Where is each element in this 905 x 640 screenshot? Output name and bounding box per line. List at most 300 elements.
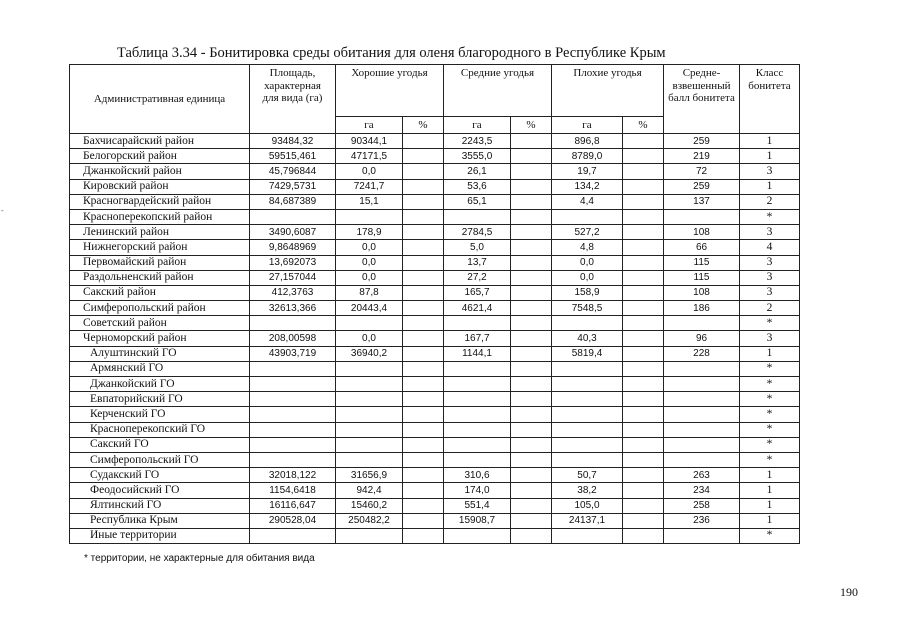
weighted-score-cell: 259: [664, 134, 740, 149]
area-cell: 59515,461: [250, 149, 336, 164]
good-ha-cell: [336, 437, 403, 452]
medium-ha-cell: [444, 209, 511, 224]
bonitet-class-cell: *: [740, 528, 800, 543]
bonitet-class-cell: *: [740, 377, 800, 392]
medium-ha-cell: 26,1: [444, 164, 511, 179]
table-row: [70, 285, 800, 300]
table-header: [70, 65, 800, 134]
medium-pct-cell: [511, 255, 552, 270]
table-row: [70, 270, 800, 285]
good-ha-cell: [336, 209, 403, 224]
table-row: [70, 437, 800, 452]
good-pct-cell: [403, 316, 444, 331]
medium-ha-cell: [444, 377, 511, 392]
table-row: [70, 179, 800, 194]
medium-pct-cell: [511, 179, 552, 194]
table-row: [70, 240, 800, 255]
good-ha-cell: [336, 528, 403, 543]
good-ha-cell: 15460,2: [336, 498, 403, 513]
table-row: [70, 498, 800, 513]
area-cell: [250, 437, 336, 452]
header-medium-land: [444, 65, 552, 117]
area-cell: 16116,647: [250, 498, 336, 513]
good-pct-cell: [403, 285, 444, 300]
medium-pct-cell: [511, 377, 552, 392]
good-ha-cell: 178,9: [336, 225, 403, 240]
weighted-score-cell: 115: [664, 270, 740, 285]
admin-unit-cell: Нижнегорский район: [70, 240, 250, 255]
good-ha-cell: 0,0: [336, 164, 403, 179]
bonitet-class-cell: 3: [740, 164, 800, 179]
header-weighted-score-label: Средне-взвешенный балл бонитета: [668, 67, 735, 104]
weighted-score-cell: [664, 377, 740, 392]
subheader-good-ha: га: [336, 117, 403, 134]
admin-unit-cell: Красноперекопский район: [70, 209, 250, 224]
good-pct-cell: [403, 301, 444, 316]
admin-unit-cell: Феодосийский ГО: [70, 483, 250, 498]
bonitet-class-cell: 3: [740, 255, 800, 270]
header-good-land-label: Хорошие угодья: [351, 67, 428, 79]
poor-pct-cell: [623, 377, 664, 392]
good-pct-cell: [403, 149, 444, 164]
area-cell: 43903,719: [250, 346, 336, 361]
subheader-poor-ha: га: [552, 117, 623, 134]
weighted-score-cell: 259: [664, 179, 740, 194]
good-pct-cell: [403, 483, 444, 498]
good-pct-cell: [403, 407, 444, 422]
poor-pct-cell: [623, 483, 664, 498]
weighted-score-cell: 258: [664, 498, 740, 513]
poor-ha-cell: [552, 528, 623, 543]
medium-pct-cell: [511, 164, 552, 179]
poor-pct-cell: [623, 270, 664, 285]
habitat-bonitet-table: [69, 64, 800, 544]
medium-pct-cell: [511, 209, 552, 224]
admin-unit-cell: Ялтинский ГО: [70, 498, 250, 513]
header-poor-land: [552, 65, 664, 117]
poor-ha-cell: 0,0: [552, 255, 623, 270]
area-cell: [250, 422, 336, 437]
admin-unit-cell: Советский район: [70, 316, 250, 331]
admin-unit-cell: Джанкойский район: [70, 164, 250, 179]
subheader-good-pct: %: [403, 117, 444, 134]
good-ha-cell: 0,0: [336, 270, 403, 285]
good-pct-cell: [403, 468, 444, 483]
good-pct-cell: [403, 361, 444, 376]
poor-ha-cell: 8789,0: [552, 149, 623, 164]
medium-pct-cell: [511, 301, 552, 316]
good-ha-cell: [336, 452, 403, 467]
area-cell: 9,8648969: [250, 240, 336, 255]
medium-ha-cell: [444, 316, 511, 331]
table-body: [70, 134, 800, 544]
good-ha-cell: [336, 422, 403, 437]
medium-pct-cell: [511, 270, 552, 285]
good-pct-cell: [403, 164, 444, 179]
poor-pct-cell: [623, 513, 664, 528]
poor-pct-cell: [623, 392, 664, 407]
medium-pct-cell: [511, 134, 552, 149]
bonitet-class-cell: 1: [740, 483, 800, 498]
medium-ha-cell: 167,7: [444, 331, 511, 346]
poor-ha-cell: 527,2: [552, 225, 623, 240]
weighted-score-cell: [664, 361, 740, 376]
table-row: [70, 194, 800, 209]
area-cell: [250, 392, 336, 407]
table-row: [70, 346, 800, 361]
weighted-score-cell: 236: [664, 513, 740, 528]
header-poor-land-label: Плохие угодья: [573, 67, 642, 79]
medium-ha-cell: 27,2: [444, 270, 511, 285]
table-row: [70, 301, 800, 316]
admin-unit-cell: Судакский ГО: [70, 468, 250, 483]
admin-unit-cell: Керченский ГО: [70, 407, 250, 422]
poor-ha-cell: 19,7: [552, 164, 623, 179]
good-ha-cell: 90344,1: [336, 134, 403, 149]
bonitet-class-cell: *: [740, 361, 800, 376]
bonitet-class-cell: *: [740, 316, 800, 331]
medium-ha-cell: 13,7: [444, 255, 511, 270]
scan-mark-left: -: [1, 206, 4, 215]
poor-pct-cell: [623, 164, 664, 179]
bonitet-class-cell: 1: [740, 346, 800, 361]
area-cell: 13,692073: [250, 255, 336, 270]
subheader-medium-ha: га: [444, 117, 511, 134]
admin-unit-cell: Симферопольский ГО: [70, 452, 250, 467]
poor-ha-cell: 50,7: [552, 468, 623, 483]
area-cell: [250, 209, 336, 224]
good-pct-cell: [403, 255, 444, 270]
admin-unit-cell: Сакский ГО: [70, 437, 250, 452]
poor-ha-cell: 0,0: [552, 270, 623, 285]
table-row: [70, 377, 800, 392]
good-pct-cell: [403, 179, 444, 194]
medium-pct-cell: [511, 225, 552, 240]
admin-unit-cell: Симферопольский район: [70, 301, 250, 316]
bonitet-class-cell: 3: [740, 270, 800, 285]
good-ha-cell: 942,4: [336, 483, 403, 498]
table-row: [70, 513, 800, 528]
footnote: * территории, не характерные для обитания вида: [84, 553, 315, 564]
medium-ha-cell: 2784,5: [444, 225, 511, 240]
medium-ha-cell: 53,6: [444, 179, 511, 194]
poor-pct-cell: [623, 149, 664, 164]
medium-ha-cell: [444, 437, 511, 452]
bonitet-class-cell: *: [740, 392, 800, 407]
medium-ha-cell: 310,6: [444, 468, 511, 483]
area-cell: 32613,366: [250, 301, 336, 316]
poor-pct-cell: [623, 468, 664, 483]
admin-unit-cell: Армянский ГО: [70, 361, 250, 376]
good-ha-cell: 0,0: [336, 240, 403, 255]
admin-unit-cell: Кировский район: [70, 179, 250, 194]
weighted-score-cell: 108: [664, 285, 740, 300]
bonitet-class-cell: 1: [740, 468, 800, 483]
scan-mark-top: [309, 0, 310, 3]
medium-pct-cell: [511, 240, 552, 255]
admin-unit-cell: Белогорский район: [70, 149, 250, 164]
poor-ha-cell: [552, 361, 623, 376]
bonitet-class-cell: 2: [740, 301, 800, 316]
medium-ha-cell: 65,1: [444, 194, 511, 209]
medium-pct-cell: [511, 361, 552, 376]
table-row: [70, 483, 800, 498]
good-ha-cell: 0,0: [336, 331, 403, 346]
medium-pct-cell: [511, 528, 552, 543]
poor-pct-cell: [623, 331, 664, 346]
table-row: [70, 225, 800, 240]
header-admin-unit: [70, 65, 250, 134]
header-area: [250, 65, 336, 134]
table-row: [70, 316, 800, 331]
good-pct-cell: [403, 225, 444, 240]
good-pct-cell: [403, 498, 444, 513]
poor-ha-cell: [552, 422, 623, 437]
bonitet-class-cell: 1: [740, 179, 800, 194]
good-pct-cell: [403, 331, 444, 346]
poor-ha-cell: 24137,1: [552, 513, 623, 528]
subheader-poor-pct: %: [623, 117, 664, 134]
good-ha-cell: [336, 377, 403, 392]
good-ha-cell: 15,1: [336, 194, 403, 209]
weighted-score-cell: 72: [664, 164, 740, 179]
table-row: [70, 361, 800, 376]
medium-pct-cell: [511, 346, 552, 361]
area-cell: 84,687389: [250, 194, 336, 209]
weighted-score-cell: [664, 392, 740, 407]
poor-pct-cell: [623, 452, 664, 467]
header-bonitet-class: [740, 65, 800, 134]
area-cell: 3490,6087: [250, 225, 336, 240]
weighted-score-cell: 186: [664, 301, 740, 316]
medium-pct-cell: [511, 194, 552, 209]
bonitet-class-cell: 1: [740, 498, 800, 513]
poor-pct-cell: [623, 194, 664, 209]
weighted-score-cell: [664, 422, 740, 437]
area-cell: 290528,04: [250, 513, 336, 528]
good-pct-cell: [403, 209, 444, 224]
medium-ha-cell: [444, 407, 511, 422]
poor-pct-cell: [623, 361, 664, 376]
bonitet-class-cell: 4: [740, 240, 800, 255]
weighted-score-cell: 219: [664, 149, 740, 164]
area-cell: [250, 407, 336, 422]
poor-ha-cell: 4,8: [552, 240, 623, 255]
good-ha-cell: 47171,5: [336, 149, 403, 164]
medium-pct-cell: [511, 407, 552, 422]
good-pct-cell: [403, 528, 444, 543]
area-cell: 27,157044: [250, 270, 336, 285]
admin-unit-cell: Бахчисарайский район: [70, 134, 250, 149]
good-pct-cell: [403, 513, 444, 528]
medium-pct-cell: [511, 513, 552, 528]
poor-ha-cell: 896,8: [552, 134, 623, 149]
bonitet-class-cell: *: [740, 437, 800, 452]
poor-pct-cell: [623, 285, 664, 300]
good-pct-cell: [403, 346, 444, 361]
poor-pct-cell: [623, 209, 664, 224]
good-ha-cell: [336, 316, 403, 331]
header-admin-unit-label: Административная единица: [93, 92, 226, 105]
area-cell: 412,3763: [250, 285, 336, 300]
weighted-score-cell: [664, 452, 740, 467]
admin-unit-cell: Ленинский район: [70, 225, 250, 240]
area-cell: [250, 528, 336, 543]
admin-unit-cell: Красногвардейский район: [70, 194, 250, 209]
medium-pct-cell: [511, 285, 552, 300]
weighted-score-cell: [664, 209, 740, 224]
medium-pct-cell: [511, 392, 552, 407]
table-row: [70, 255, 800, 270]
poor-ha-cell: 5819,4: [552, 346, 623, 361]
weighted-score-cell: 228: [664, 346, 740, 361]
medium-ha-cell: [444, 528, 511, 543]
medium-ha-cell: 1144,1: [444, 346, 511, 361]
admin-unit-cell: Евпаторийский ГО: [70, 392, 250, 407]
admin-unit-cell: Черноморский район: [70, 331, 250, 346]
header-good-land: [336, 65, 444, 117]
area-cell: 32018,122: [250, 468, 336, 483]
bonitet-class-cell: *: [740, 422, 800, 437]
weighted-score-cell: 115: [664, 255, 740, 270]
poor-pct-cell: [623, 437, 664, 452]
table-title: Таблица 3.34 - Бонитировка среды обитания для оленя благородного в Республике Крым: [117, 45, 666, 61]
table-row: [70, 164, 800, 179]
poor-ha-cell: 4,4: [552, 194, 623, 209]
poor-pct-cell: [623, 255, 664, 270]
weighted-score-cell: 108: [664, 225, 740, 240]
weighted-score-cell: [664, 316, 740, 331]
table-row: [70, 209, 800, 224]
poor-pct-cell: [623, 346, 664, 361]
header-medium-land-label: Средние угодья: [460, 67, 535, 79]
good-pct-cell: [403, 270, 444, 285]
bonitet-class-cell: 1: [740, 149, 800, 164]
good-ha-cell: 87,8: [336, 285, 403, 300]
table-row: [70, 331, 800, 346]
medium-pct-cell: [511, 483, 552, 498]
good-pct-cell: [403, 452, 444, 467]
poor-pct-cell: [623, 498, 664, 513]
good-pct-cell: [403, 134, 444, 149]
medium-ha-cell: 165,7: [444, 285, 511, 300]
area-cell: 7429,5731: [250, 179, 336, 194]
medium-pct-cell: [511, 422, 552, 437]
poor-ha-cell: 40,3: [552, 331, 623, 346]
poor-ha-cell: [552, 437, 623, 452]
bonitet-class-cell: 1: [740, 513, 800, 528]
good-pct-cell: [403, 194, 444, 209]
good-ha-cell: 36940,2: [336, 346, 403, 361]
medium-pct-cell: [511, 468, 552, 483]
poor-pct-cell: [623, 407, 664, 422]
poor-ha-cell: [552, 316, 623, 331]
weighted-score-cell: 234: [664, 483, 740, 498]
medium-ha-cell: 5,0: [444, 240, 511, 255]
area-cell: 208,00598: [250, 331, 336, 346]
header-bonitet-class-label: Класс бонитета: [748, 67, 791, 92]
weighted-score-cell: 137: [664, 194, 740, 209]
medium-ha-cell: [444, 452, 511, 467]
medium-ha-cell: 3555,0: [444, 149, 511, 164]
area-cell: [250, 361, 336, 376]
poor-ha-cell: [552, 452, 623, 467]
medium-ha-cell: 551,4: [444, 498, 511, 513]
poor-pct-cell: [623, 179, 664, 194]
good-pct-cell: [403, 240, 444, 255]
bonitet-class-cell: *: [740, 209, 800, 224]
good-ha-cell: [336, 361, 403, 376]
area-cell: 1154,6418: [250, 483, 336, 498]
bonitet-class-cell: *: [740, 452, 800, 467]
medium-pct-cell: [511, 316, 552, 331]
good-ha-cell: 7241,7: [336, 179, 403, 194]
weighted-score-cell: [664, 407, 740, 422]
poor-ha-cell: 7548,5: [552, 301, 623, 316]
area-cell: 93484,32: [250, 134, 336, 149]
medium-pct-cell: [511, 149, 552, 164]
good-ha-cell: 250482,2: [336, 513, 403, 528]
admin-unit-cell: Раздольненский район: [70, 270, 250, 285]
medium-pct-cell: [511, 331, 552, 346]
table-row: [70, 452, 800, 467]
good-ha-cell: 31656,9: [336, 468, 403, 483]
weighted-score-cell: 263: [664, 468, 740, 483]
medium-ha-cell: 4621,4: [444, 301, 511, 316]
table-row: [70, 134, 800, 149]
good-pct-cell: [403, 437, 444, 452]
poor-pct-cell: [623, 134, 664, 149]
area-cell: [250, 452, 336, 467]
table-row: [70, 407, 800, 422]
weighted-score-cell: [664, 437, 740, 452]
poor-pct-cell: [623, 422, 664, 437]
subheader-medium-pct: %: [511, 117, 552, 134]
area-cell: [250, 316, 336, 331]
good-pct-cell: [403, 422, 444, 437]
admin-unit-cell: Алуштинский ГО: [70, 346, 250, 361]
medium-ha-cell: [444, 422, 511, 437]
header-area-label: Площадь, характерная для вида (га): [262, 67, 323, 104]
good-ha-cell: 0,0: [336, 255, 403, 270]
medium-pct-cell: [511, 452, 552, 467]
poor-ha-cell: 134,2: [552, 179, 623, 194]
page-number: 190: [840, 585, 858, 599]
bonitet-class-cell: *: [740, 407, 800, 422]
bonitet-class-cell: 2: [740, 194, 800, 209]
medium-ha-cell: 2243,5: [444, 134, 511, 149]
poor-pct-cell: [623, 240, 664, 255]
poor-ha-cell: [552, 407, 623, 422]
poor-pct-cell: [623, 225, 664, 240]
good-ha-cell: [336, 392, 403, 407]
bonitet-class-cell: 3: [740, 331, 800, 346]
poor-pct-cell: [623, 316, 664, 331]
poor-pct-cell: [623, 301, 664, 316]
admin-unit-cell: Джанкойский ГО: [70, 377, 250, 392]
poor-ha-cell: 158,9: [552, 285, 623, 300]
weighted-score-cell: 96: [664, 331, 740, 346]
bonitet-class-cell: 1: [740, 134, 800, 149]
table-row: [70, 149, 800, 164]
header-weighted-score: [664, 65, 740, 134]
admin-unit-cell: Сакский район: [70, 285, 250, 300]
medium-ha-cell: 15908,7: [444, 513, 511, 528]
good-pct-cell: [403, 377, 444, 392]
poor-ha-cell: [552, 377, 623, 392]
poor-ha-cell: 38,2: [552, 483, 623, 498]
area-cell: [250, 377, 336, 392]
